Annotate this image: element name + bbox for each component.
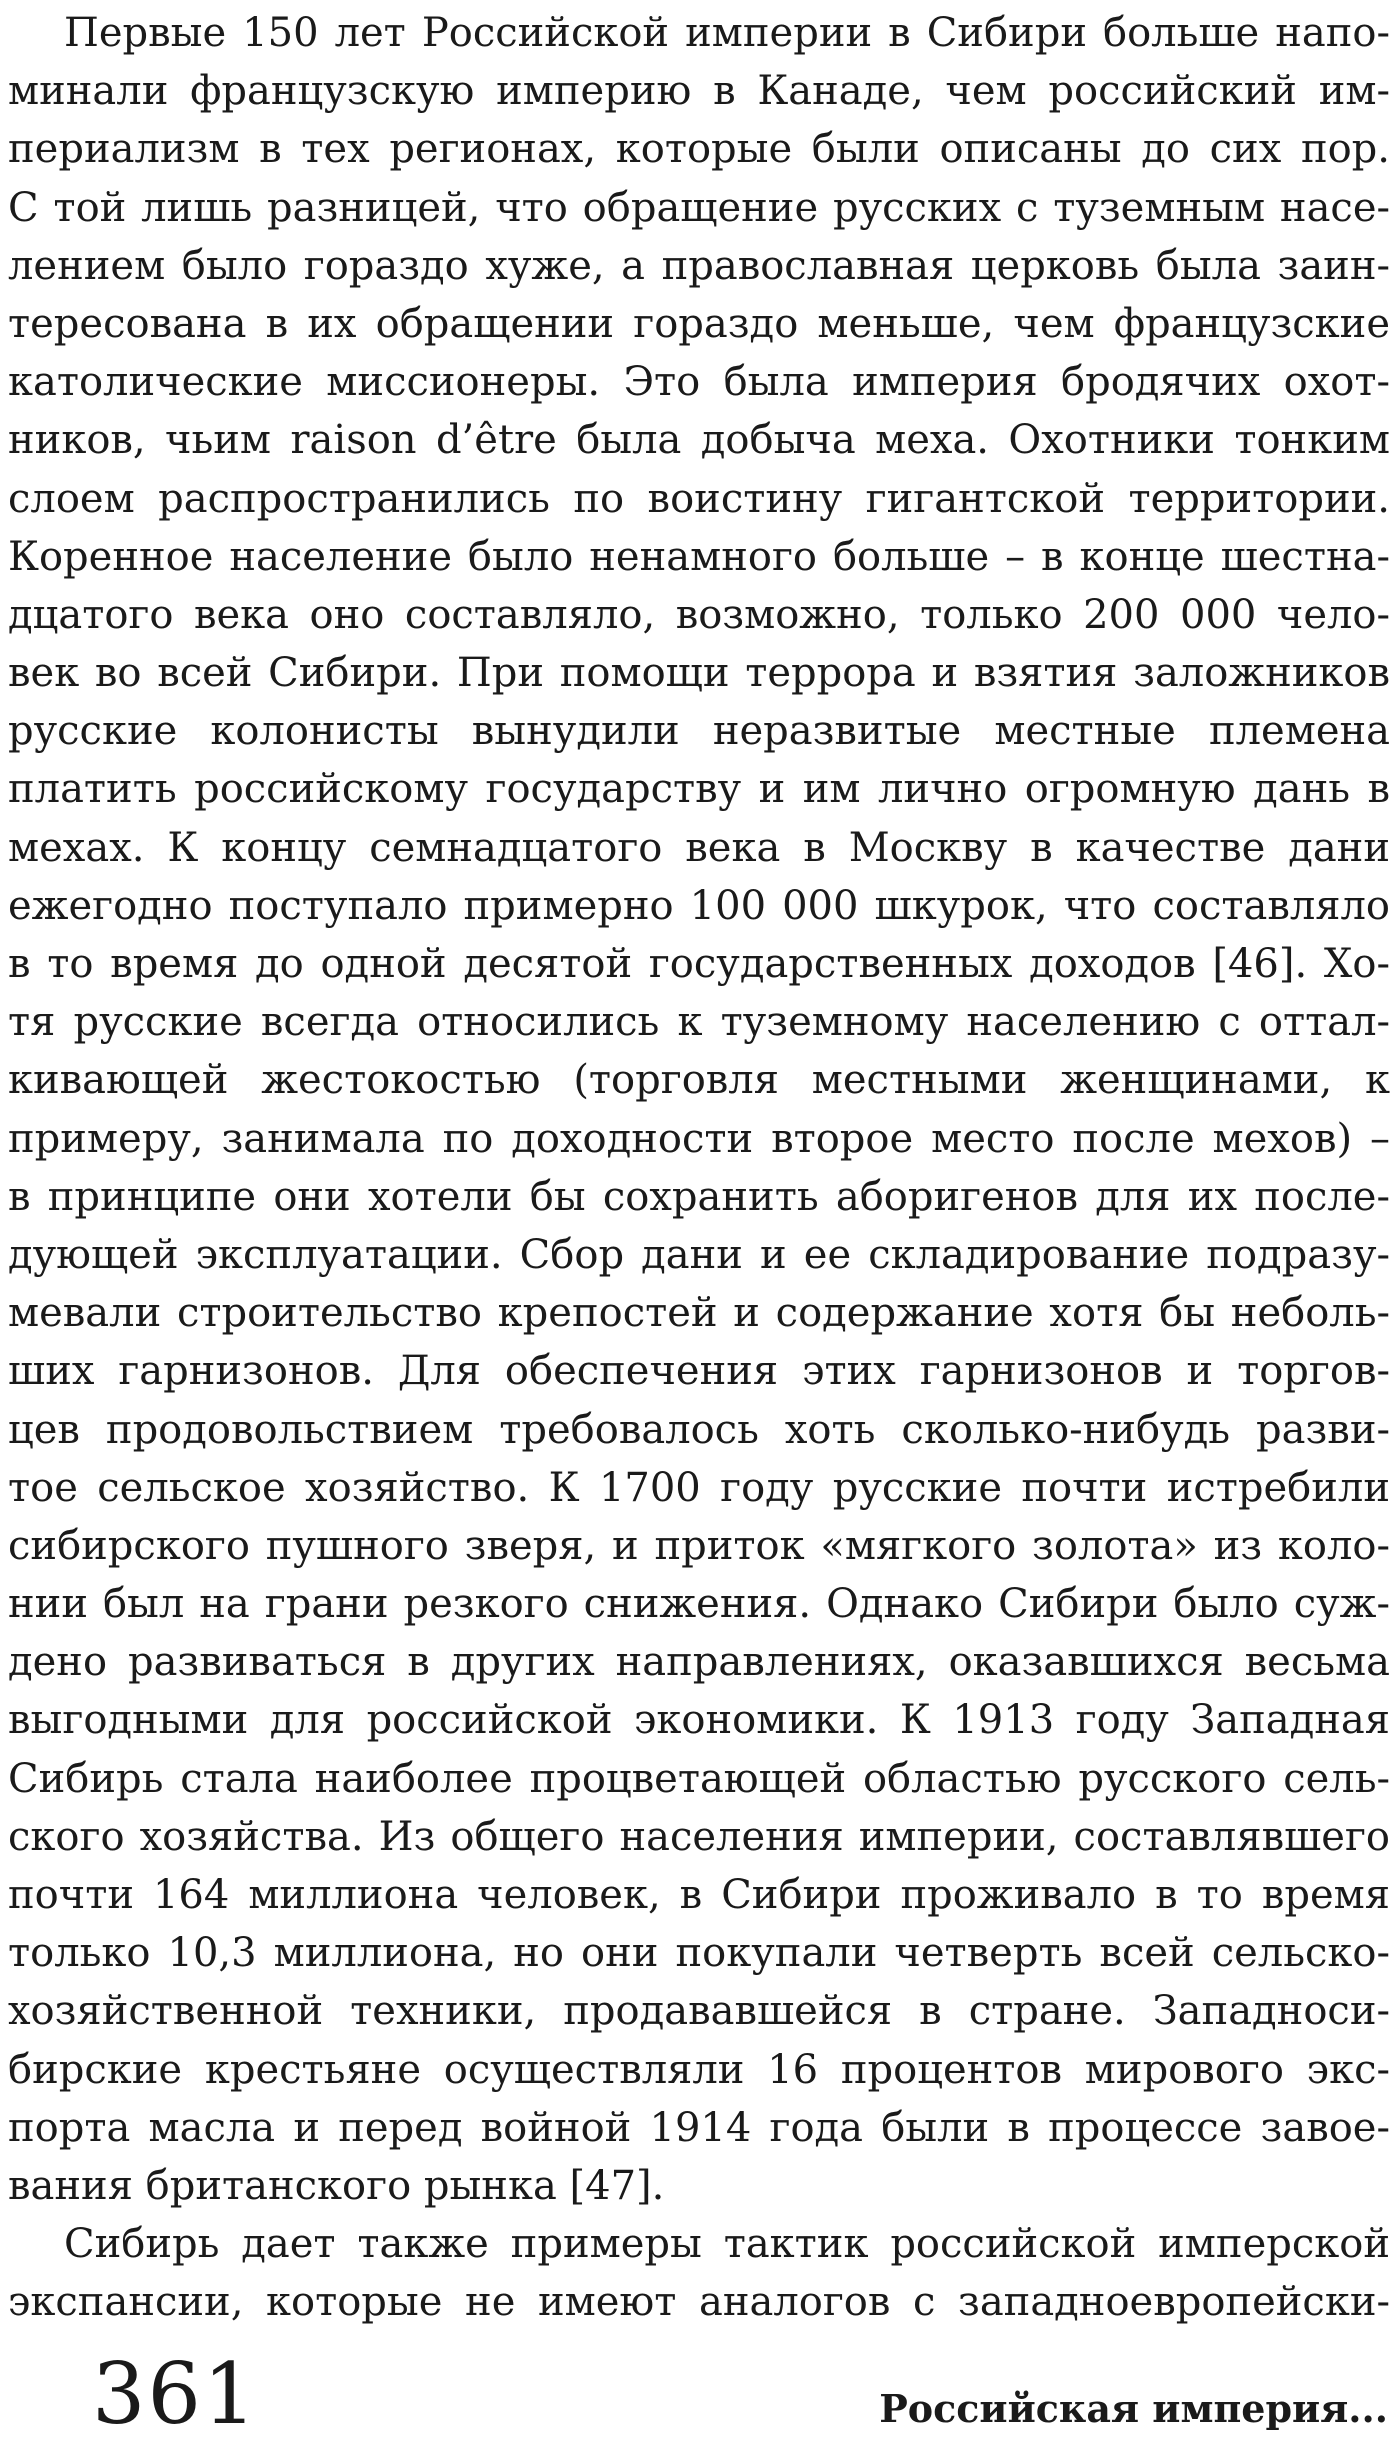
text-line: кивающей жестокостью (торговля местными женщинами, к (8, 1057, 1390, 1104)
page-number: 361 (92, 2345, 259, 2443)
text-line: ежегодно поступало примерно 100 000 шкурок, что составляло (8, 882, 1390, 929)
text-line: сибирского пушного зверя, и приток «мягкого золота» из коло- (8, 1522, 1390, 1569)
running-title: Российская империя... (879, 2386, 1388, 2431)
paragraph-2 (8, 2215, 1390, 2331)
text-line: порта масла и перед войной 1914 года были в процессе завое- (8, 2104, 1390, 2151)
text-line: русские колонисты вынудили неразвитые местные племена (8, 708, 1390, 755)
text-line: цев продовольствием требовалось хоть сколько-нибудь разви- (8, 1406, 1390, 1453)
text-line: периализм в тех регионах, которые были описаны до сих пор. (8, 126, 1390, 173)
text-line: ников, чьим raison d’être была добыча меха. Охотники тонким (8, 417, 1390, 464)
text-line: мехах. К концу семнадцатого века в Москву в качестве дани (8, 824, 1390, 871)
text-line: Сибирь дает также примеры тактик российской имперской (64, 2221, 1390, 2268)
text-line: минали французскую империю в Канаде, чем российский им- (8, 68, 1390, 115)
text-line: нии был на грани резкого снижения. Однако Сибири было суж- (8, 1581, 1390, 1628)
text-line: вания британского рынка [47]. (8, 2162, 665, 2209)
text-line: дующей эксплуатации. Сбор дани и ее складирование подразу- (8, 1231, 1390, 1278)
text-line: С той лишь разницей, что обращение русских с туземным насе- (8, 184, 1390, 231)
text-line: ского хозяйства. Из общего населения империи, составлявшего (8, 1813, 1390, 1860)
text-line: Сибирь стала наиболее процветающей областью русского сель- (8, 1755, 1390, 1802)
text-line: тое сельское хозяйство. К 1700 году русские почти истребили (8, 1464, 1390, 1511)
text-line: примеру, занимала по доходности второе место после мехов) – (8, 1115, 1390, 1162)
text-line: мевали строительство крепостей и содержание хотя бы неболь- (8, 1290, 1390, 1337)
text-line: платить российскому государству и им лично огромную дань в (8, 766, 1390, 813)
text-line: век во всей Сибири. При помощи террора и взятия заложников (8, 650, 1390, 697)
text-line: в то время до одной десятой государственных доходов [46]. Хо- (8, 941, 1390, 987)
text-line: почти 164 миллиона человек, в Сибири проживало в то время (8, 1872, 1390, 1918)
text-line: Коренное население было ненамного больше – в конце шестна- (8, 533, 1390, 580)
text-line: тересована в их обращении гораздо меньше, чем французские (8, 300, 1390, 347)
paragraph-1 (8, 4, 1390, 2215)
text-line: ших гарнизонов. Для обеспечения этих гарнизонов и торгов- (8, 1348, 1390, 1395)
text-line: в принципе они хотели бы сохранить аборигенов для их после- (8, 1173, 1390, 1220)
text-line: тя русские всегда относились к туземному населению с оттал- (8, 999, 1390, 1046)
text-line: бирские крестьяне осуществляли 16 процентов мирового экс- (8, 2046, 1390, 2093)
text-line: Первые 150 лет Российской империи в Сибири больше напо- (64, 10, 1390, 56)
text-line: дено развиваться в других направлениях, оказавшихся весьма (8, 1639, 1390, 1686)
text-line: лением было гораздо хуже, а православная церковь была заин- (8, 242, 1390, 289)
text-line: хозяйственной техники, продававшейся в стране. Западноси- (8, 1988, 1390, 2035)
body-text (8, 4, 1390, 2332)
text-line: дцатого века оно составляло, возможно, только 200 000 чело- (8, 591, 1390, 638)
text-line: экспансии, которые не имеют аналогов с западноевропейски- (8, 2279, 1390, 2326)
text-line: только 10,3 миллиона, но они покупали четверть всей сельско- (8, 1930, 1390, 1977)
text-line: католические миссионеры. Это была империя бродячих охот- (8, 359, 1390, 406)
text-line: выгодными для российской экономики. К 1913 году Западная (8, 1697, 1390, 1744)
text-line: слоем распространились по воистину гигантской территории. (8, 475, 1390, 522)
